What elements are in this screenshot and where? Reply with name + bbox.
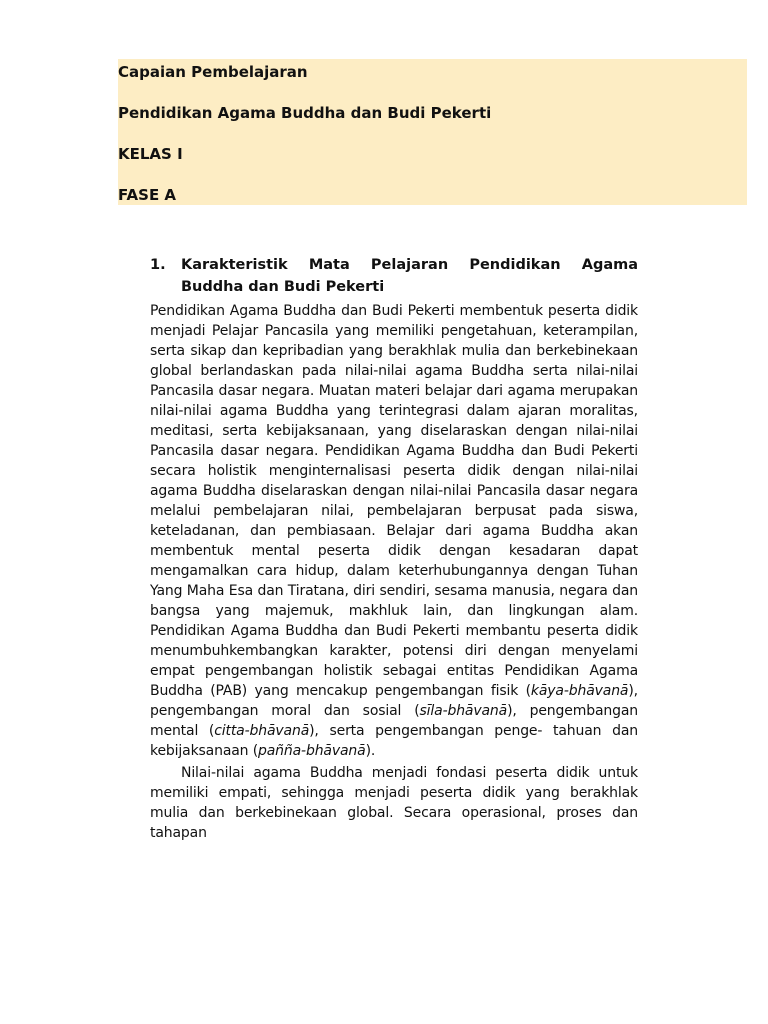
term-kaya-bhavana: kāya-bhāvanā bbox=[530, 683, 629, 699]
paragraph-1-text-b: ), pengembangan moral dan sosial ( bbox=[150, 683, 638, 719]
phase-label: FASE A bbox=[118, 186, 177, 204]
title-block bbox=[118, 59, 747, 205]
paragraph-1-text-d: ), serta pengembangan penge- tahuan dan kebijaksanaan ( bbox=[150, 723, 638, 759]
term-sila-bhavana: sīla-bhāvanā bbox=[419, 703, 508, 719]
body-paragraph-2: Nilai-nilai agama Buddha menjadi fondasi peserta didik untuk memiliki empati, sehingga menjadi peserta didik yang berakhlak mulia dan berkebinekaan global. Secara operasional, proses dan tahapan bbox=[150, 765, 638, 841]
document-title: Capaian Pembelajaran bbox=[118, 63, 308, 81]
section-title: Karakteristik Mata Pelajaran Pendidikan Agama Buddha dan Budi Pekerti bbox=[181, 257, 638, 295]
subject-title: Pendidikan Agama Buddha dan Budi Pekerti bbox=[118, 104, 492, 122]
paragraph-1-text-e: ). bbox=[365, 743, 376, 759]
class-label: KELAS I bbox=[118, 145, 183, 163]
paragraph-1-text-c: ), pengembangan mental ( bbox=[150, 703, 638, 739]
body-paragraph-1 bbox=[150, 301, 638, 761]
section-number: 1. bbox=[150, 257, 166, 273]
term-panna-bhavana: pañña-bhāvanā bbox=[258, 743, 366, 759]
paragraph-1-text-a: Pendidikan Agama Buddha dan Budi Pekerti membentuk peserta didik menjadi Pelajar Pancasila yang memiliki pengetahuan, keterampilan, serta sikap dan kepribadian yang berakhlak mulia dan berkebinekaan global berlandaskan pada nilai-nilai agama Buddha serta nilai-nilai Pancasila dasar negara. Muatan materi belajar dari agama merupakan nilai-nilai agama Buddha yang terintegrasi dalam ajaran moralitas, meditasi, serta kebijaksanaan, yang diselaraskan dengan nilai-nilai Pancasila dasar negara. Pendidikan Agama Buddha dan Budi Pekerti secara holistik menginternalisasi peserta didik dengan nilai-nilai agama Buddha diselaraskan dengan nilai-nilai Pancasila dasar negara melalui pembelajaran nilai, pembelajaran berpusat pada siswa, keteladanan, dan pembiasaan. Belajar dari agama Buddha akan membentuk mental peserta didik dengan kesadaran dapat mengamalkan cara hidup, dalam keterhubungannya dengan Tuhan Yang Maha Esa dan Tiratana, diri sendiri, sesama manusia, negara dan bangsa yang majemuk, makhluk lain, dan lingkungan alam. Pendidikan Agama Buddha dan Budi Pekerti membantu peserta didik menumbuhkembangkan karakter, potensi diri dengan menyelami empat pengembangan holistik sebagai entitas Pendidikan Agama Buddha (PAB) yang mencakup pengembangan fisik ( bbox=[150, 303, 638, 699]
section-heading bbox=[150, 254, 638, 298]
section-characteristics bbox=[150, 254, 638, 843]
term-citta-bhavana: citta-bhāvanā bbox=[214, 723, 310, 739]
